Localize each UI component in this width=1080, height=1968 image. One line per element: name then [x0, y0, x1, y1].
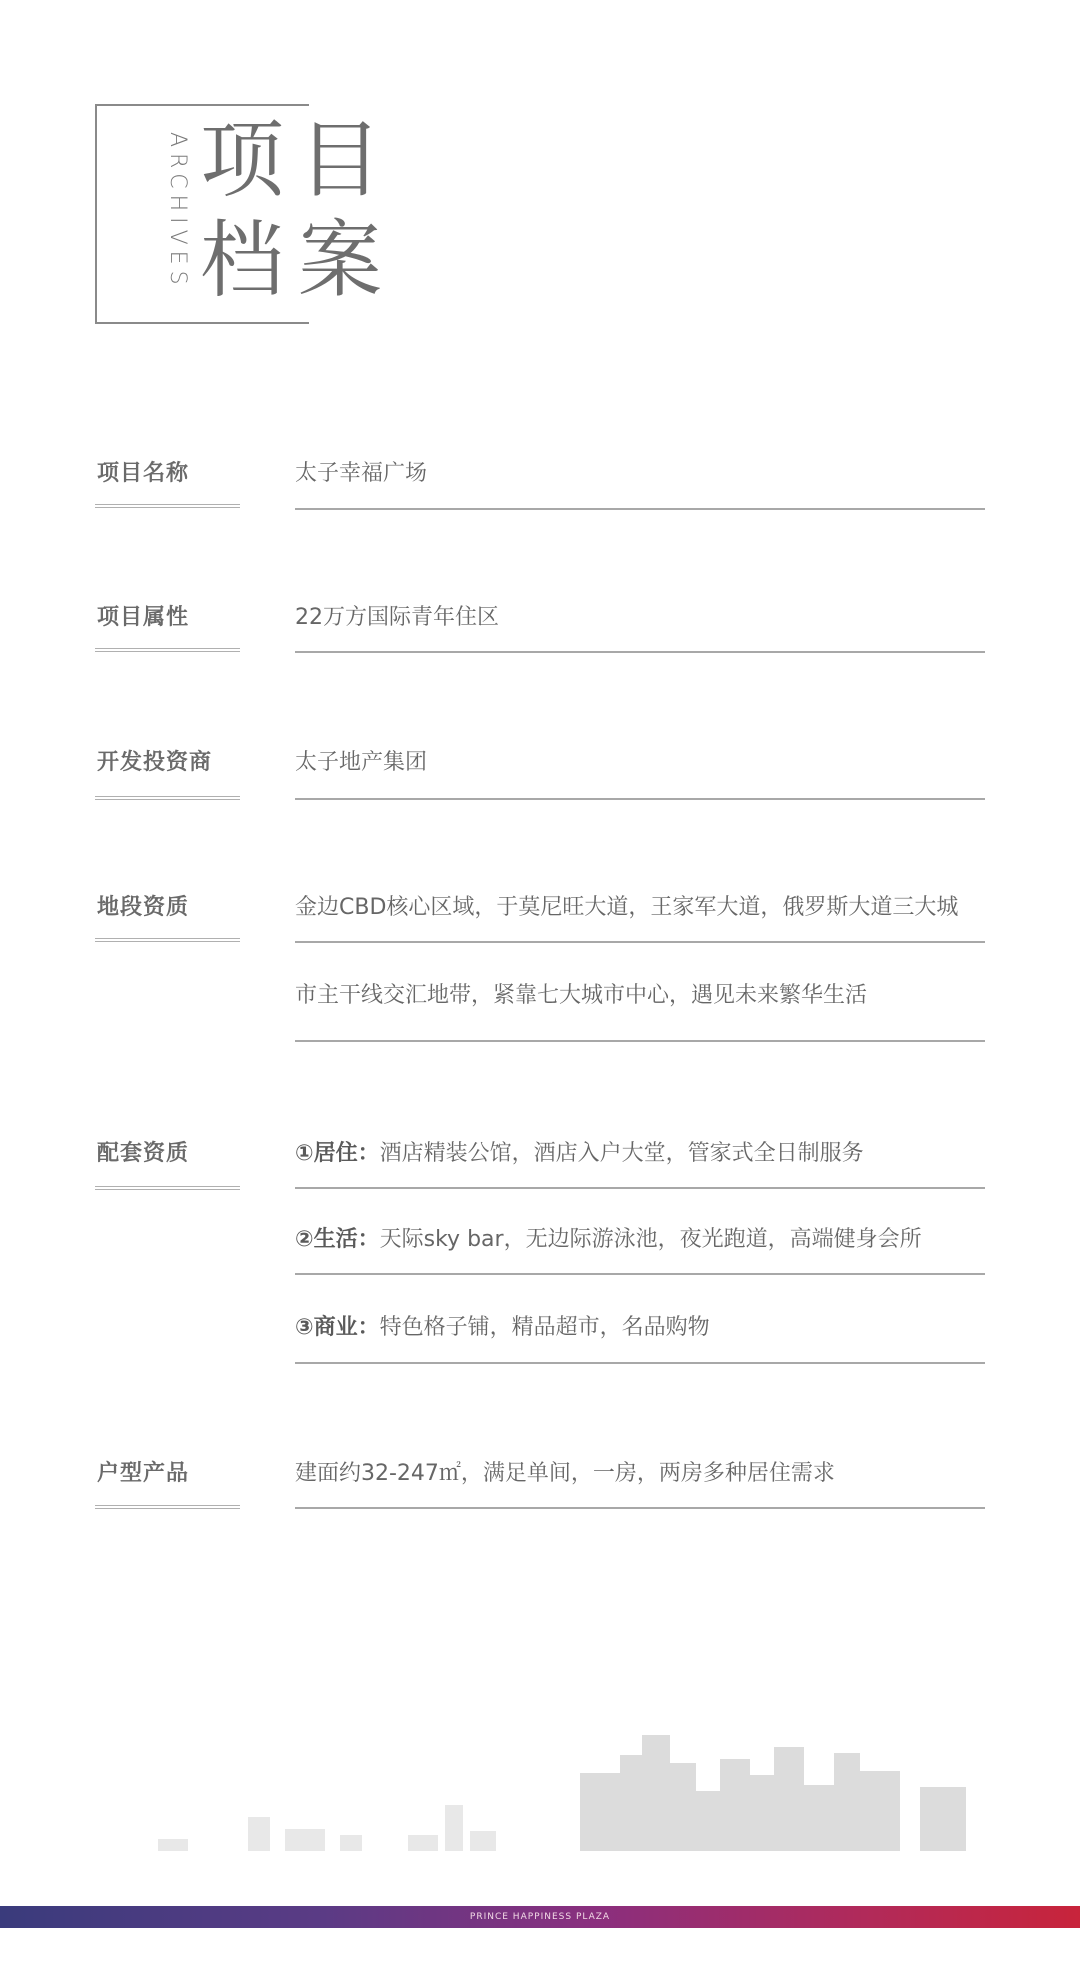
row-value-location-line-2: 市主干线交汇地带，紧靠七大城市中心，遇见未来繁华生活 — [295, 983, 868, 1008]
label-divider — [95, 796, 240, 800]
label-divider — [95, 1186, 240, 1190]
row-label-location: 地段资质 — [97, 895, 190, 920]
row-value-location-line-1: 金边CBD核心区域，于莫尼旺大道，王家军大道，俄罗斯大道三大城 — [295, 895, 959, 920]
archives-subtitle: ARCHIVES — [165, 132, 190, 291]
row-value-developer: 太子地产集团 — [295, 750, 428, 775]
label-divider — [95, 504, 240, 508]
value-divider — [295, 941, 985, 943]
amenity-text-life: 天际sky bar，无边际游泳池，夜光跑道，高端健身会所 — [379, 1227, 922, 1252]
row-label-developer: 开发投资商 — [97, 750, 213, 775]
value-divider — [295, 1507, 985, 1509]
amenity-prefix-commerce: ③商业： — [295, 1315, 380, 1340]
amenity-prefix-life: ②生活： — [295, 1227, 380, 1252]
amenity-text-living: 酒店精装公馆，酒店入户大堂，管家式全日制服务 — [379, 1141, 864, 1166]
label-divider — [95, 648, 240, 652]
row-value-units: 建面约32-247㎡，满足单间，一房，两房多种居住需求 — [295, 1461, 835, 1486]
title-char-3: 档 — [200, 211, 285, 309]
value-divider — [295, 798, 985, 800]
title-char-4: 案 — [298, 211, 383, 309]
row-value-project-name: 太子幸福广场 — [295, 461, 428, 486]
title-char-2: 目 — [298, 111, 383, 209]
amenity-prefix-living: ①居住： — [295, 1141, 380, 1166]
amenity-text-commerce: 特色格子铺，精品超市，名品购物 — [379, 1315, 710, 1340]
value-divider — [295, 651, 985, 653]
row-label-project-type: 项目属性 — [97, 605, 190, 630]
value-divider — [295, 1273, 985, 1275]
footer-brand-text: PRINCE HAPPINESS PLAZA — [469, 1912, 611, 1922]
title-char-1: 项 — [200, 111, 285, 209]
row-label-units: 户型产品 — [97, 1461, 190, 1486]
label-divider — [95, 938, 240, 942]
value-divider — [295, 508, 985, 510]
row-label-project-name: 项目名称 — [97, 461, 190, 486]
row-value-amenity-life — [295, 1222, 1015, 1253]
value-divider — [295, 1040, 985, 1042]
row-value-project-type: 22万方国际青年住区 — [295, 605, 499, 630]
row-value-amenity-commerce — [295, 1310, 1015, 1341]
city-skyline-graphic — [150, 1735, 980, 1855]
row-value-amenity-living — [295, 1136, 1015, 1167]
value-divider — [295, 1362, 985, 1364]
row-label-amenities: 配套资质 — [97, 1141, 190, 1166]
label-divider — [95, 1505, 240, 1509]
value-divider — [295, 1187, 985, 1189]
